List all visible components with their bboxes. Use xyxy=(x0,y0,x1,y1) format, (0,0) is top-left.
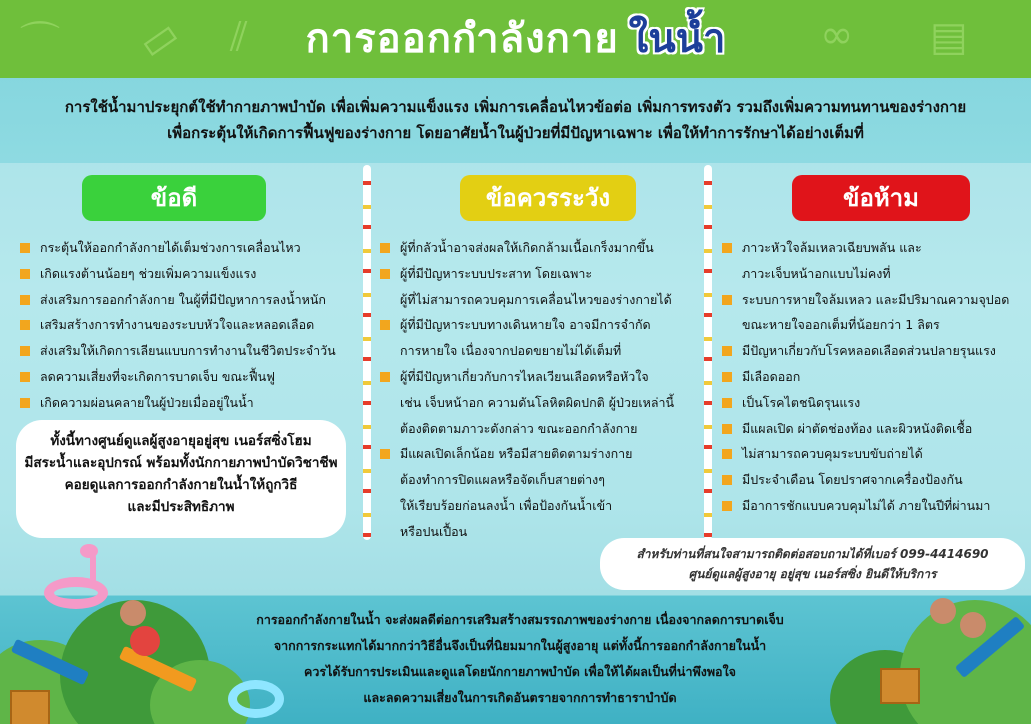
whistle-icon: ⌒ xyxy=(20,19,60,65)
list-item: กระตุ้นให้ออกกำลังกายได้เต็มช่วงการเคลื่อนไหว xyxy=(18,235,358,261)
list-item: ภาวะหัวใจล้มเหลวเฉียบพลัน และ xyxy=(720,235,1025,261)
list-item: ผู้ที่มีปัญหาระบบทางเดินหายใจ อาจมีการจำกัด xyxy=(378,312,698,338)
contra-column xyxy=(720,175,1025,519)
list-item: มีแผลเปิด ผ่าตัดช่องท้อง และผิวหนังติดเชื้อ xyxy=(720,416,1025,442)
lane-divider xyxy=(704,165,712,540)
bullet-icon xyxy=(380,320,390,330)
list-item-continued: ต้องติดตามภาวะดังกล่าว ขณะออกกำลังกาย xyxy=(400,420,638,436)
list-item: ผู้ที่มีปัญหาระบบประสาท โดยเฉพาะ xyxy=(378,261,698,287)
cautions-list xyxy=(378,235,698,545)
note-box xyxy=(16,420,346,538)
bullet-icon xyxy=(20,269,30,279)
list-item: มีเลือดออก xyxy=(720,364,1025,390)
contact-box xyxy=(600,538,1025,590)
list-item: เกิดแรงต้านน้อยๆ ช่วยเพิ่มความแข็งแรง xyxy=(18,261,358,287)
list-item: ผู้ที่กลัวน้ำอาจส่งผลให้เกิดกล้ามเนื้อเกร็งมากขึ้น xyxy=(378,235,698,261)
pros-heading: ข้อดี xyxy=(82,175,266,221)
list-item: มีอาการชักแบบควบคุมไม่ได้ ภายในปีที่ผ่านมา xyxy=(720,493,1025,519)
note-line: คอยดูแลการออกกำลังกายในน้ำให้ถูกวิธี xyxy=(64,477,298,493)
bullet-icon xyxy=(380,243,390,253)
list-item: ผู้ที่มีปัญหาเกี่ยวกับการไหลเวียนเลือดหรือหัวใจ xyxy=(378,364,698,390)
intro-text xyxy=(20,94,1011,146)
list-item-continued: ให้เรียบร้อยก่อนลงน้ำ เพื่อป้องกันน้ำเข้า xyxy=(400,497,613,513)
list-item-continued: ภาวะเจ็บหน้าอกแบบไม่คงที่ xyxy=(742,265,891,281)
bullet-icon xyxy=(20,295,30,305)
contact-line: สำหรับท่านที่สนใจสามารถติดต่อสอบถามได้ที่เบอร์ 099-4414690 xyxy=(636,547,989,561)
cautions-column xyxy=(378,175,698,545)
pros-column xyxy=(18,175,358,416)
note-line: มีสระน้ำและอุปกรณ์ พร้อมทั้งนักกายภาพบำบัดวิชาชีพ xyxy=(24,455,338,471)
list-item-continued: เช่น เจ็บหน้าอก ความดันโลหิตผิดปกติ ผู้ป่วยเหล่านี้ xyxy=(400,394,675,410)
list-item-continued: ต้องทำการปิดแผลหรือจัดเก็บสายต่างๆ xyxy=(400,472,605,488)
contra-list xyxy=(720,235,1025,519)
bullet-icon xyxy=(20,320,30,330)
bullet-icon xyxy=(20,398,30,408)
bullet-icon xyxy=(380,372,390,382)
footer-line: จากการกระแทกได้มากกว่าวิธีอื่นจึงเป็นที่นิยมมากในผู้สูงอายุ แต่ทั้งนี้การออกกำลังกายในน้ำ xyxy=(273,638,767,653)
flower-planter-illustration xyxy=(10,690,50,724)
bullet-icon xyxy=(722,346,732,356)
elderly-person-illustration xyxy=(960,612,986,638)
bullet-icon xyxy=(722,424,732,434)
elderly-person-illustration xyxy=(120,600,146,626)
crutches-icon: ⫽ xyxy=(230,14,248,60)
page-title xyxy=(0,6,1031,70)
list-item: ลดความเสี่ยงที่จะเกิดการบาดเจ็บ ขณะฟื้นฟู xyxy=(18,364,358,390)
footer-line: และลดความเสี่ยงในการเกิดอันตรายจากการทำธาราบำบัด xyxy=(363,690,677,705)
bullet-icon xyxy=(722,243,732,253)
list-item: ระบบการหายใจล้มเหลว และมีปริมาณความจุปอด xyxy=(720,287,1025,313)
pros-list xyxy=(18,235,358,416)
list-item: เป็นโรคไตชนิดรุนแรง xyxy=(720,390,1025,416)
list-item: ไม่สามารถควบคุมระบบขับถ่ายได้ xyxy=(720,441,1025,467)
flamingo-head-icon xyxy=(80,544,98,558)
footer-line: การออกกำลังกายในน้ำ จะส่งผลดีต่อการเสริมสร้างสมรรถภาพของร่างกาย เนื่องจากลดการบาดเจ็บ xyxy=(256,612,784,627)
bullet-icon xyxy=(722,449,732,459)
list-item: เกิดความผ่อนคลายในผู้ป่วยเมื่ออยู่ในน้ำ xyxy=(18,390,358,416)
bullet-icon xyxy=(722,398,732,408)
bullet-icon xyxy=(380,449,390,459)
list-item-continued: การหายใจ เนื่องจากปอดขยายไม่ได้เต็มที่ xyxy=(400,343,622,359)
contact-line: ศูนย์ดูแลผู้สูงอายุ อยู่สุข เนอร์สซิ่ง ยินดีให้บริการ xyxy=(688,567,937,581)
footer-line: ควรได้รับการประเมินและดูแลโดยนักกายภาพบำบัด เพื่อให้ได้ผลเป็นที่น่าพึงพอใจ xyxy=(304,664,736,679)
bullet-icon xyxy=(20,346,30,356)
list-item-continued: หรือปนเปื้อน xyxy=(400,523,468,539)
elderly-person-illustration xyxy=(930,598,956,624)
goggles-icon: ∞ xyxy=(820,12,854,58)
bullet-icon xyxy=(20,243,30,253)
title-main: การออกกำลังกาย xyxy=(305,16,619,62)
contra-heading: ข้อห้าม xyxy=(792,175,970,221)
flower-planter-illustration xyxy=(880,668,920,704)
list-item-continued: ขณะหายใจออกเต็มที่น้อยกว่า 1 ลิตร xyxy=(742,317,940,333)
footer-text xyxy=(210,607,830,711)
list-item: ส่งเสริมการออกกำลังกาย ในผู้ที่มีปัญหาการลงน้ำหนัก xyxy=(18,287,358,313)
bullet-icon xyxy=(722,295,732,305)
bullet-icon xyxy=(722,475,732,485)
list-item: ส่งเสริมให้เกิดการเลียนแบบการทำงานในชีวิตประจำวัน xyxy=(18,338,358,364)
intro-line: เพื่อกระตุ้นให้เกิดการฟื้นฟูของร่างกาย โดยอาศัยน้ำในผู้ป่วยที่มีปัญหาเฉพาะ เพื่อให้ทำการรักษาได้อย่างเต็มที่ xyxy=(167,124,864,142)
bullet-icon xyxy=(722,501,732,511)
bullet-icon xyxy=(380,269,390,279)
list-item: มีประจำเดือน โดยปราศจากเครื่องป้องกัน xyxy=(720,467,1025,493)
note-line: ทั้งนี้ทางศูนย์ดูแลผู้สูงอายุอยู่สุข เนอร์สซิ่งโฮม xyxy=(50,433,312,449)
list-item: เสริมสร้างการทำงานของระบบหัวใจและหลอดเลือด xyxy=(18,312,358,338)
list-item: มีแผลเปิดเล็กน้อย หรือมีสายติดตามร่างกาย xyxy=(378,441,698,467)
cautions-heading: ข้อควรระวัง xyxy=(460,175,636,221)
stopwatch-icon: ▭ xyxy=(130,9,188,69)
header-banner xyxy=(0,0,1031,78)
bullet-icon xyxy=(722,372,732,382)
list-item: มีปัญหาเกี่ยวกับโรคหลอดเลือดส่วนปลายรุนแรง xyxy=(720,338,1025,364)
list-item-continued: ผู้ที่ไม่สามารถควบคุมการเคลื่อนไหวของร่างกายได้ xyxy=(400,291,672,307)
bullet-icon xyxy=(20,372,30,382)
note-line: และมีประสิทธิภาพ xyxy=(127,499,235,515)
lane-divider xyxy=(363,165,371,540)
swimsuit-illustration xyxy=(130,626,160,656)
pool-ladder-icon: ▤ xyxy=(930,14,968,60)
intro-line: การใช้น้ำมาประยุกต์ใช้ทำกายภาพบำบัด เพื่อเพิ่มความแข็งแรง เพิ่มการเคลื่อนไหวข้อต่อ เพิ่มการทรงตัว รวมถึงเพิ่มความทนทานของร่างกาย xyxy=(64,98,967,116)
flamingo-float-icon xyxy=(44,577,108,609)
title-accent: ในน้ำ xyxy=(628,16,726,62)
